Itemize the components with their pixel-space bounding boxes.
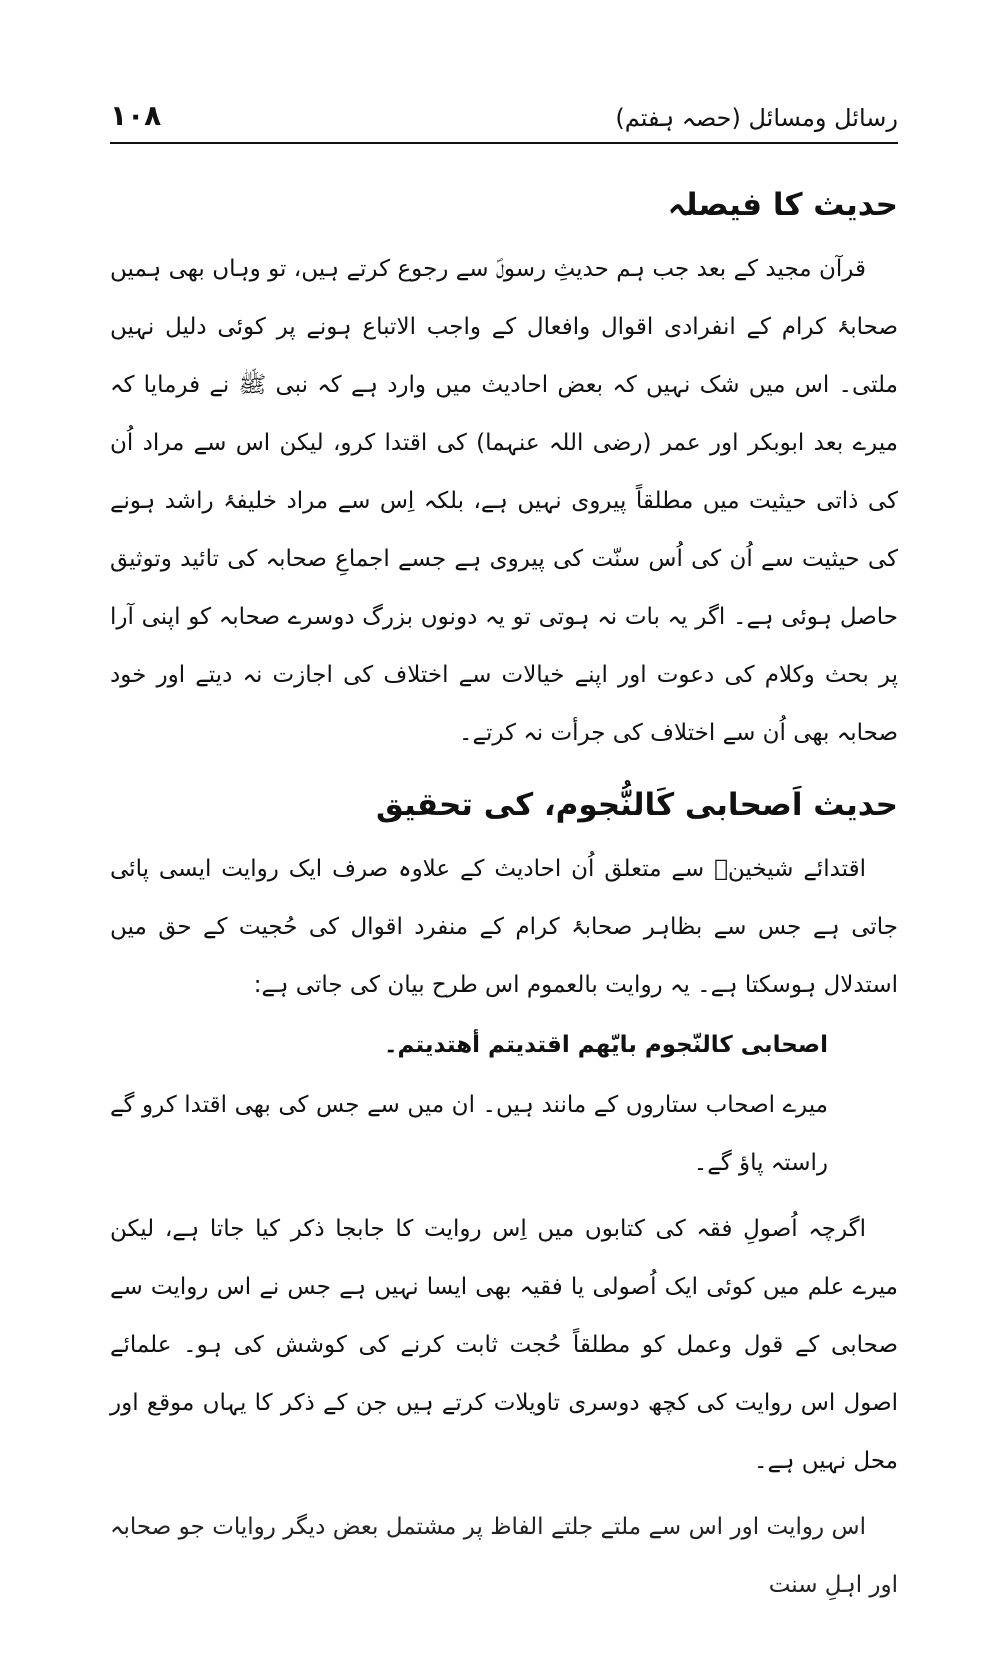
quote-translation: میرے اصحاب ستاروں کے مانند ہیں۔ ان میں سے جس کی بھی اقتدا کرو گے راستہ پاؤ گے۔ (110, 1092, 828, 1176)
book-title: رسائل ومسائل (حصہ ہفتم) (615, 104, 898, 132)
section-heading-hadith-verdict: حدیث کا فیصلہ (667, 187, 898, 223)
closing-line: اس روایت اور اس سے ملتے جلتے الفاظ پر مشتمل بعض دیگر روایات جو صحابہ اور اہلِ سنت (110, 1514, 898, 1598)
arabic-quote: اصحابی کالنّجوم بایّھم اقتدیتم أھتدیتم۔ (384, 1032, 828, 1058)
paragraph-usul-discussion: اگرچہ اُصولِ فقہ کی کتابوں میں اِس روایت کا جابجا ذکر کیا جاتا ہے، لیکن میرے علم میں کوئی ایک اُصولی یا فقیہ بھی ایسا نہیں ہے جس نے اس روایت سے صحابی کے قول وعمل کو مطلقاً حُجت ثابت کرنے کی کوشش کی ہو۔ علمائے اصول اس روایت کی کچھ دوسری تاویلات کرتے ہیں جن کے ذکر کا یہاں موقع اور محل نہیں ہے۔ (110, 1216, 898, 1474)
section-heading-ashabi-hadith: حدیث اَصحابی کَالنُّجوم، کی تحقیق (376, 787, 898, 823)
paragraph-hadith-verdict: قرآن مجید کے بعد جب ہم حدیثِ رسولؐ سے رجوع کرتے ہیں، تو وہاں بھی ہمیں صحابۂ کرام کے انفرادی اقوال وافعال کے واجب الاتباع ہونے پر کوئی دلیل نہیں ملتی۔ اس میں شک نہیں کہ بعض احادیث میں وارد ہے کہ نبی ﷺ نے فرمایا کہ میرے بعد ابوبکر اور عمر (رضی اللہ عنہما) کی اقتدا کرو، لیکن اس سے مراد اُن کی ذاتی حیثیت میں مطلقاً پیروی نہیں ہے، بلکہ اِس سے مراد خلیفۂ راشد ہونے کی حیثیت سے اُن کی اُس سنّت کی پیروی ہے جسے اجماعِ صحابہ کی تائید وتوثیق حاصل ہوئی ہے۔ اگر یہ بات نہ ہوتی تو یہ دونوں بزرگ دوسرے صحابہ کو اپنی آرا پر بحث وکلام کی دعوت اور اپنے خیالات سے اختلاف کی اجازت نہ دیتے اور خود صحابہ بھی اُن سے اختلاف کی جرأت نہ کرتے۔ (110, 256, 898, 746)
running-head (110, 88, 898, 132)
paragraph-ashabi-intro: اقتدائے شیخینؓ سے متعلق اُن احادیث کے علاوہ صرف ایک روایت ایسی پائی جاتی ہے جس سے بظاہر صحابۂ کرام کے منفرد اقوال کی حُجیت کے حق میں استدلال ہوسکتا ہے۔ یہ روایت بالعموم اس طرح بیان کی جاتی ہے: (110, 856, 898, 998)
page-number: ۱۰۸ (110, 99, 162, 132)
header-rule (110, 142, 898, 144)
